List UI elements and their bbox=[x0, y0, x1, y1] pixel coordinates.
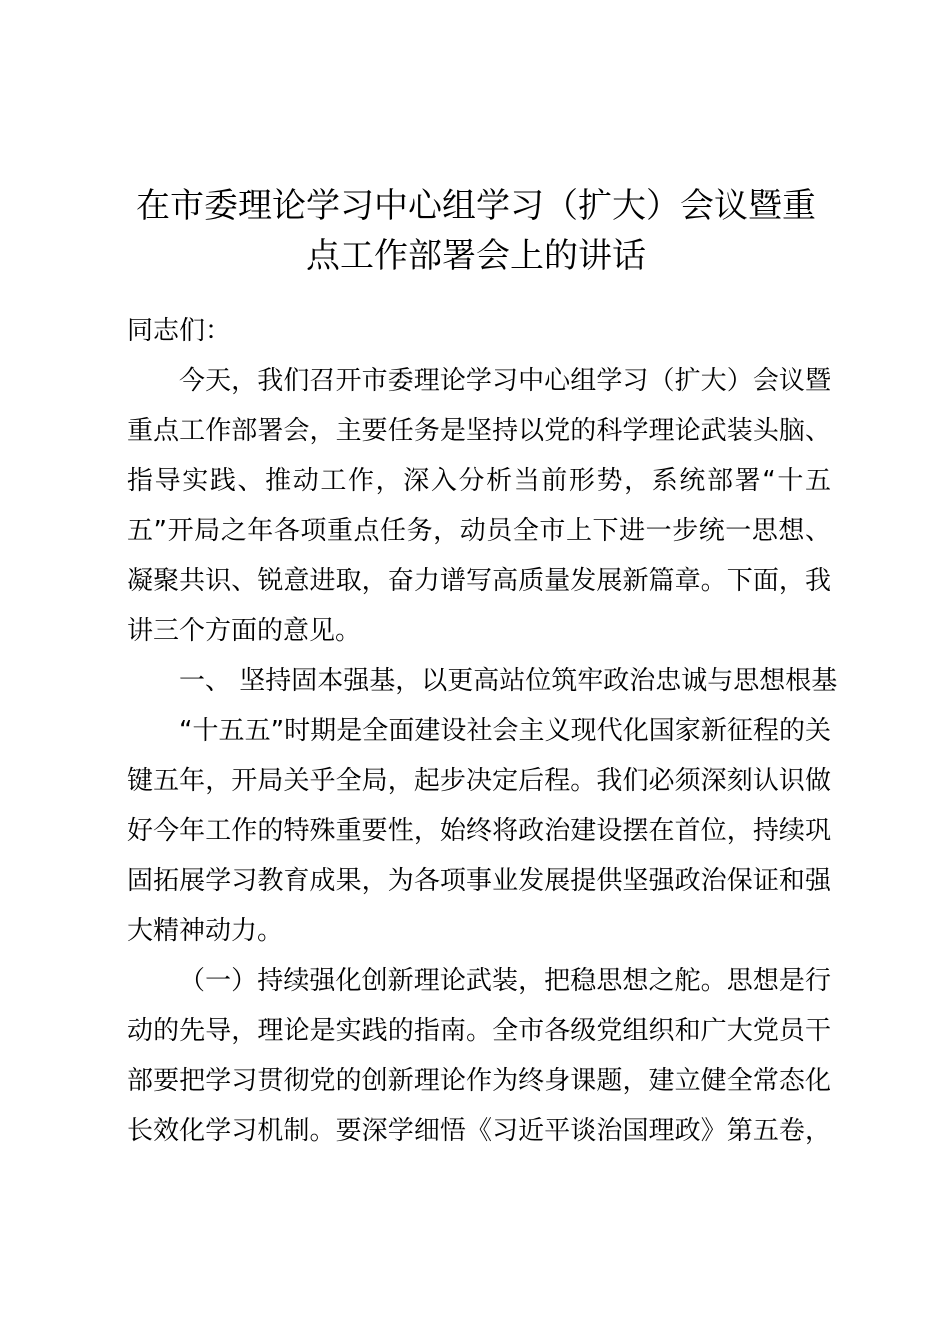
paragraph-line: 动的先导，理论是实践的指南。全市各级党组织和广大党员干 bbox=[127, 1016, 831, 1046]
paragraph-line: 固拓展学习教育成果，为各项事业发展提供坚强政治保证和强 bbox=[127, 866, 831, 896]
subsection-heading-line: （一）持续强化创新理论武装，把稳思想之舵。思想是行 bbox=[179, 966, 831, 996]
paragraph-line: 好今年工作的特殊重要性，始终将政治建设摆在首位，持续巩 bbox=[127, 816, 831, 846]
paragraph-line: 键五年，开局关乎全局，起步决定后程。我们必须深刻认识做 bbox=[127, 766, 831, 796]
paragraph-line: 大精神动力。 bbox=[127, 916, 284, 946]
paragraph-line: 部要把学习贯彻党的创新理论作为终身课题，建立健全常态化 bbox=[127, 1066, 831, 1096]
paragraph-line: “十五五”时期是全面建设社会主义现代化国家新征程的关 bbox=[179, 716, 831, 746]
paragraph-line: 重点工作部署会，主要任务是坚持以党的科学理论武装头脑、 bbox=[127, 416, 831, 446]
paragraph-line: 讲三个方面的意见。 bbox=[127, 616, 362, 646]
title-line: 在市委理论学习中心组学习（扩大）会议暨重 bbox=[136, 186, 816, 226]
salutation: 同志们： bbox=[127, 316, 232, 346]
document-body bbox=[127, 306, 838, 1156]
document-title bbox=[120, 181, 832, 281]
paragraph-line: 五”开局之年各项重点任务，动员全市上下进一步统一思想、 bbox=[127, 516, 831, 546]
title-line: 点工作部署会上的讲话 bbox=[306, 236, 646, 276]
section-heading: 一、 坚持固本强基，以更高站位筑牢政治忠诚与思想根基 bbox=[179, 666, 838, 696]
paragraph-line: 指导实践、推动工作，深入分析当前形势，系统部署“十五 bbox=[127, 466, 831, 496]
paragraph-line: 凝聚共识、锐意进取，奋力谱写高质量发展新篇章。下面，我 bbox=[127, 566, 831, 596]
paragraph-line: 长效化学习机制。要深学细悟《习近平谈治国理政》第五卷， bbox=[127, 1116, 831, 1146]
paragraph-line: 今天，我们召开市委理论学习中心组学习（扩大）会议暨 bbox=[179, 366, 831, 396]
